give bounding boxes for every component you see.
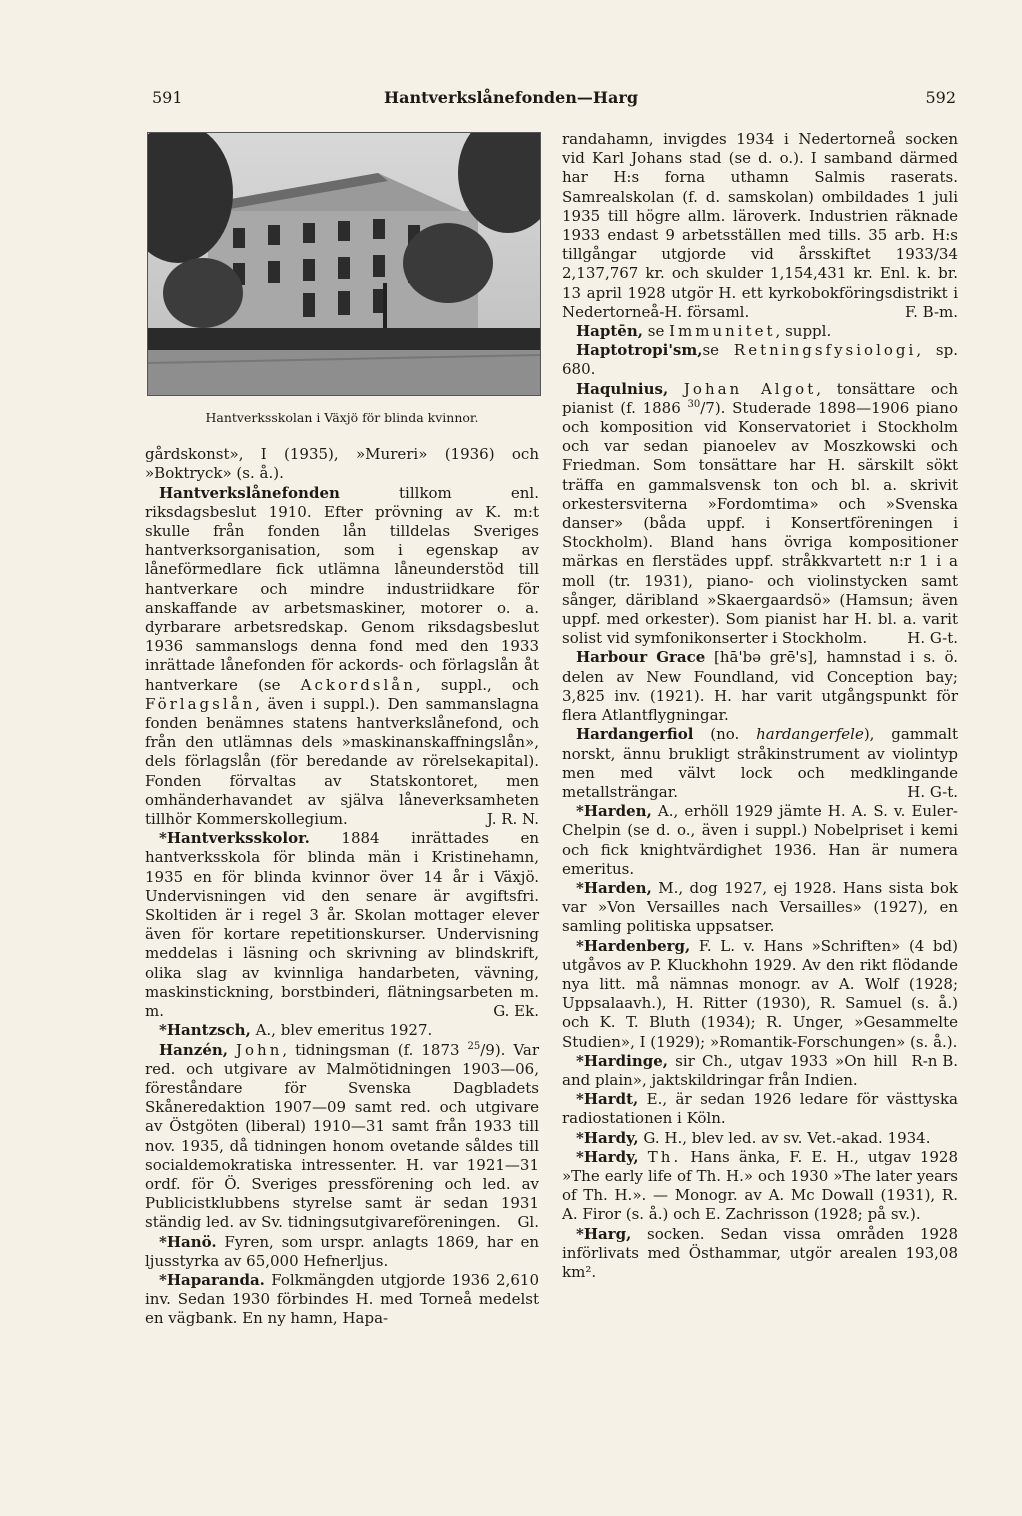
- running-title: Hantverkslånefonden—Harg: [383, 88, 639, 107]
- entry-haparanda: *Haparanda. Folkmängden utgjorde 1936 2,610 inv. Sedan 1930 förbindes H. med Torneå medelst en vägbank. En ny hamn, Hapa-: [145, 1270, 539, 1328]
- signature: J. R. N.: [486, 810, 539, 829]
- entry-hardinge: *Hardinge, sir Ch., utgav 1933 »On hill and plain», jaktskildringar från Indien.: [562, 1051, 898, 1089]
- entry-continuation: gårdskonst», I (1935), »Mureri» (1936) och »Boktryck» (s. å.).: [145, 445, 539, 483]
- entry-hardangerfiol: Hardangerfiol (no. hardangerfele), gammalt norskt, ännu brukligt stråkinstrument av violintyp men med välvt lock och medklingande metallsträngar. H. G-t.: [562, 725, 958, 801]
- signature: F. B-m.: [905, 302, 958, 321]
- signature: H. G-t.: [907, 629, 958, 648]
- signature: H. G-t.: [907, 782, 958, 801]
- figure-caption: Hantverksskolan i Växjö för blinda kvinnor.: [205, 410, 479, 425]
- entry-haptotropism: Haptotropi'sm,se Retningsfysiologi, sp. 680.: [562, 341, 959, 379]
- entry-hantverkslanefonden: Hantverkslånefonden tillkom enl. riksdagsbeslut 1910. Efter prövning av K. m:t skulle från fonden lån tilldelas Sveriges hantverksorganisation, som i egenskap av låneförmedlare fick utlämna låneunderstöd till hantverkare och mindre industriidkare för anskaffande av arbetsmaskiner, motorer o. a. dyrbarare arbetsredskap. Genom riksdagsbeslut 1936 sammanslogs denna fond med den 1933 inrättade lånefonden för ackords- och förlagslån åt hantverkare (se Ackordslån, suppl., och Förlagslån, även i suppl.). Den sammanslagna fonden benämnes statens hantverkslånefond, och från den utlämnas dels »maskinanskaffningslån», dels förlagslån (för beredande av rörelsekapital). Fonden förvaltas av Statskontoret, men omhänderhavandet av själva låneverksamheten tillhör Kommerskollegium. J. R. N.: [145, 483, 540, 829]
- entry-hardenberg: *Hardenberg, F. L. v. Hans »Schriften» (4 bd) utgåvos av P. Kluckhohn 1929. Av den rikt flödande nya litt. må nämnas monogr. av A. Wolf (1928; Uppsalaavh.), H. Ritter (1930), R. Samuel (s. å.) och K. T. Bluth (1934); R. Unger, »Gesammelte Studien», I (1929); »Romantik-Forschungen» (s. å.). R-n B.: [562, 936, 958, 1070]
- entry-hapten: Haptēn, se Immunitet, suppl.: [576, 322, 832, 341]
- entry-harbour-grace: Harbour Grace [hā'bə grē's], hamnstad i s. ö. delen av New Foundland, vid Conception bay; 3,825 inv. (1921). H. har varit utgångspunkt för flera Atlantflygningar.: [562, 648, 958, 725]
- entry-haquinius: Haqulnius, Johan Algot, tonsättare och pianist (f. 1886 $^{30}$/7). Studerade 1898—1906 piano och komposition vid Konservatoriet i Stockholm och var sedan pianoelev av Moszkowski och Friedman. Som tonsättare har H. särskilt sökt träffa en gammalsvensk ton och bl. a. skrivit orkestersviterna »Fordomtima» och »Svenska danser» (båda uppf. i Konsertföreningen i Stockholm). Bland hans övriga kompositioner märkas en flerstädes uppf. stråkkvartett n:r 1 i a moll (tr. 1931), piano- och violinstycken samt sånger, däribland »Skaergaardsö» (Hamsun; även uppf. med orkester). Som pianist har H. bl. a. varit solist vid symfonikonserter i Stockholm. H. G-t.: [562, 379, 958, 648]
- entry-hantzsch: *Hantzsch, A., blev emeritus 1927.: [159, 1021, 433, 1040]
- entry-hardy-th: *Hardy, Th. Hans änka, F. E. H., utgav 1928 »The early life of Th. H.» och 1930 »The later years of Th. H.». — Monogr. av A. Mc Dowall (1931), R. A. Firor (s. å.) och E. Zachrisson (1928; på sv.).: [562, 1147, 958, 1224]
- entry-hardt: *Hardt, E., är sedan 1926 ledare för västtyska radiostationen i Köln.: [562, 1090, 958, 1128]
- entry-hardy-gh: *Hardy, G. H., blev led. av sv. Vet.-akad. 1934.: [576, 1128, 931, 1147]
- right-column: [562, 130, 958, 1282]
- entry-harden-a: *Harden, A., erhöll 1929 jämte H. A. S. v. Euler-Chelpin (se d. o., även i suppl.) Nobelpriset i kemi och fick knightvärdighet 1936. Han är numera emeritus.: [562, 802, 958, 878]
- entry-hantverksskolor: *Hantverksskolor. 1884 inrättades en hantverksskola för blinda män i Kristinehamn, 1935 en för blinda kvinnor över 14 år i Växjö. Undervisningen vid den senare är avgiftsfri. Skoltiden är i regel 3 år. Skolan mottager elever även för kortare repetitionskurser. Undervisning meddelas i läsning och skrivning av blindskrift, olika slag av kvinnliga handarbeten, vävning, maskinstickning, borstbinderi, flätningsarbeten m. m. G. Ek.: [145, 829, 539, 1021]
- page-number-left: 591: [152, 88, 183, 107]
- page-number-right: 592: [925, 88, 956, 107]
- school-building-photo: [147, 132, 541, 396]
- left-column: [145, 130, 539, 1329]
- entry-haparanda-continued: randahamn, invigdes 1934 i Nedertorneå socken vid Karl Johans stad (se d. o.). I samband därmed har H:s forna uthamn Salmis raserats. Samrealskolan (f. d. samskolan) ombildades 1 juli 1935 till högre allm. läroverk. Industrien räknade 1933 endast 9 arbetsställen med tills. 35 arb. H:s tillgångar utgjorde vid årsskiftet 1933/34 2,137,767 kr. och skulder 1,154,431 kr. Enl. k. br. 13 april 1928 utgör H. ett kyrkobokföringsdistrikt i Nedertorneå-H. församl. F. B-m.: [562, 130, 958, 321]
- signature: G. Ek.: [493, 1002, 539, 1021]
- entry-harg: *Harg, socken. Sedan vissa områden 1928 införlivats med Östhammar, utgör arealen 193,08 km².: [562, 1224, 958, 1281]
- signature: Gl.: [517, 1213, 539, 1232]
- entry-harden-m: *Harden, M., dog 1927, ej 1928. Hans sista bok var »Von Versailles nach Versailles» (1927), en samling politiska uppsatser.: [562, 878, 958, 936]
- signature: R-n B.: [911, 1051, 958, 1070]
- entry-hano: *Hanö. Fyren, som urspr. anlagts 1869, har en ljusstyrka av 65,000 Hefnerljus.: [145, 1232, 539, 1270]
- entry-hanzen: Hanzén, John, tidningsman (f. 1873 $^{25}$/9). Var red. och utgivare av Malmötidningen 1903—06, föreståndare för Svenska Dagbladets Skåneredaktion 1907—09 samt red. och utgivare av Östgöten (liberal) 1910—31 samt från 1933 till nov. 1935, då tidningen honom ovetande såldes till socialdemokratiska intressenter. H. var 1921—31 ordf. för Ö. Sveriges pressförening och led. av Publicistklubbens styrelse samt är sedan 1931 ständig led. av Sv. tidningsutgivareföreningen. Gl.: [145, 1040, 539, 1232]
